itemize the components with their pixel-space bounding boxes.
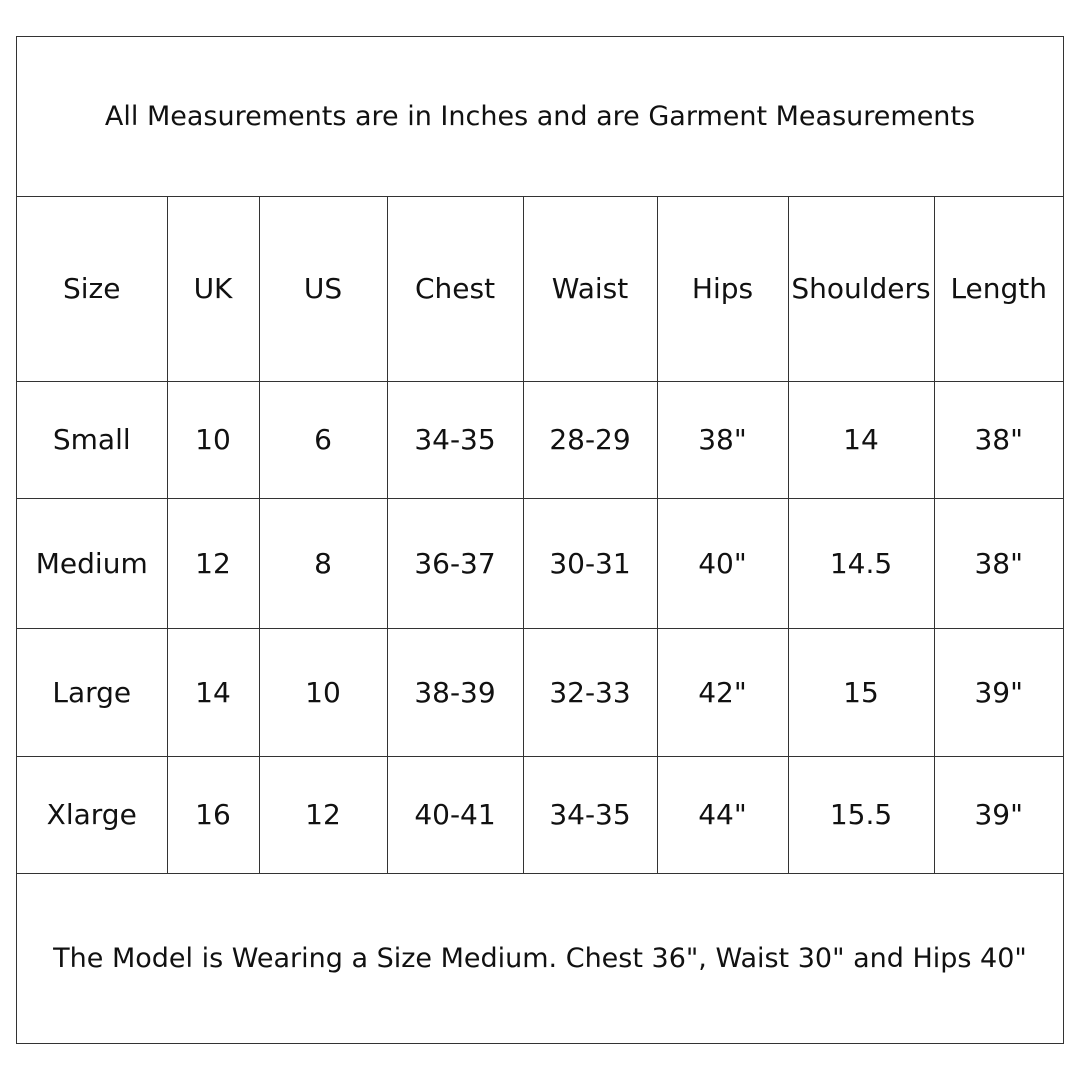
table-row [17, 756, 1063, 873]
cell-hips: 38" [657, 381, 788, 498]
cell-size: Xlarge [17, 756, 167, 873]
table-row [17, 381, 1063, 498]
cell-uk: 12 [167, 498, 259, 628]
cell-us: 12 [259, 756, 387, 873]
cell-length: 38" [934, 498, 1063, 628]
column-header-us: US [259, 197, 387, 381]
column-header-waist: Waist [523, 197, 657, 381]
cell-waist: 34-35 [523, 756, 657, 873]
column-header-chest: Chest [387, 197, 523, 381]
cell-length: 39" [934, 628, 1063, 756]
cell-length: 39" [934, 756, 1063, 873]
column-header-uk: UK [167, 197, 259, 381]
cell-waist: 28-29 [523, 381, 657, 498]
measurement-note: All Measurements are in Inches and are Garment Measurements [17, 37, 1063, 197]
cell-uk: 10 [167, 381, 259, 498]
cell-chest: 38-39 [387, 628, 523, 756]
cell-size: Large [17, 628, 167, 756]
cell-waist: 32-33 [523, 628, 657, 756]
column-header-shoulders: Shoulders [788, 197, 934, 381]
cell-hips: 40" [657, 498, 788, 628]
cell-shoulders: 14 [788, 381, 934, 498]
cell-shoulders: 15 [788, 628, 934, 756]
cell-chest: 40-41 [387, 756, 523, 873]
cell-hips: 42" [657, 628, 788, 756]
cell-us: 6 [259, 381, 387, 498]
table-row [17, 628, 1063, 756]
cell-length: 38" [934, 381, 1063, 498]
cell-hips: 44" [657, 756, 788, 873]
column-header-length: Length [934, 197, 1063, 381]
cell-uk: 14 [167, 628, 259, 756]
column-header-hips: Hips [657, 197, 788, 381]
cell-chest: 36-37 [387, 498, 523, 628]
cell-us: 8 [259, 498, 387, 628]
cell-size: Small [17, 381, 167, 498]
model-size-note: The Model is Wearing a Size Medium. Chest 36", Waist 30" and Hips 40" [17, 873, 1063, 1043]
table-row [17, 498, 1063, 628]
size-chart [16, 36, 1064, 1044]
cell-size: Medium [17, 498, 167, 628]
cell-shoulders: 15.5 [788, 756, 934, 873]
cell-chest: 34-35 [387, 381, 523, 498]
cell-uk: 16 [167, 756, 259, 873]
cell-shoulders: 14.5 [788, 498, 934, 628]
table-header-row [17, 197, 1063, 381]
cell-waist: 30-31 [523, 498, 657, 628]
cell-us: 10 [259, 628, 387, 756]
size-table [17, 197, 1063, 873]
column-header-size: Size [17, 197, 167, 381]
